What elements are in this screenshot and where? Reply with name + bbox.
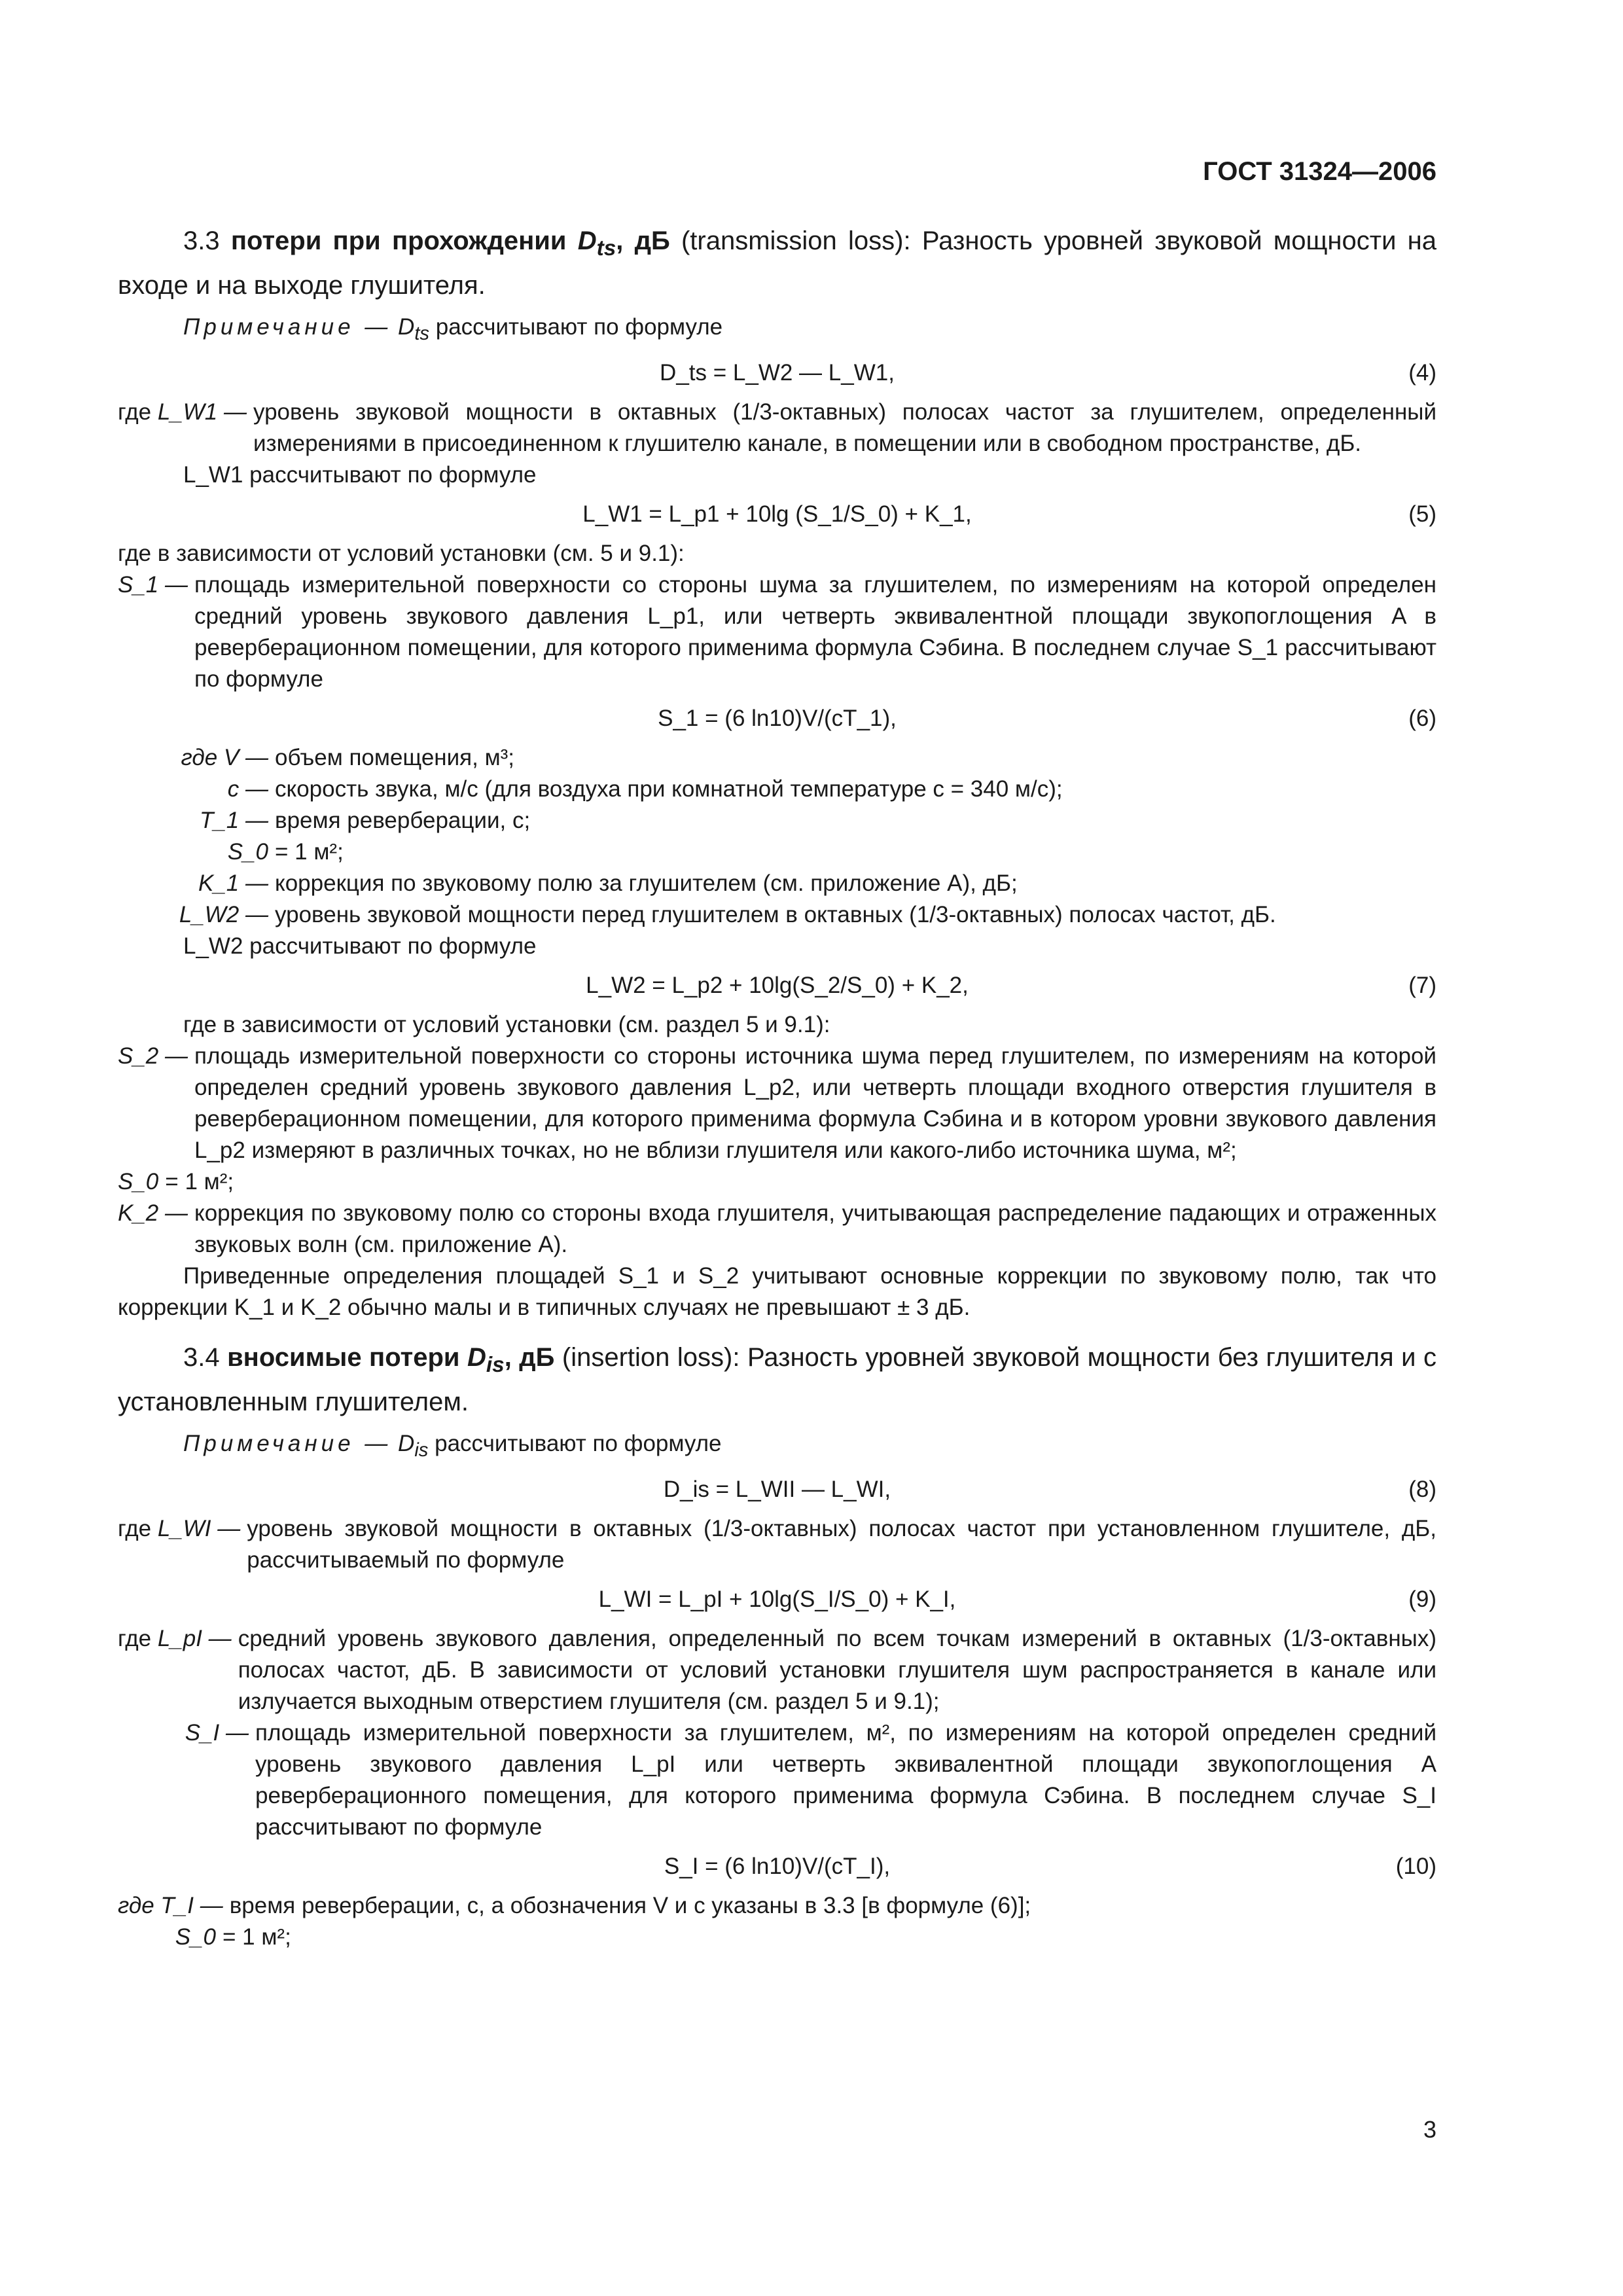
formula-7 [118,962,1436,1009]
term-english: (insertion loss): [562,1343,740,1372]
note-label: Примечание — [183,1431,392,1456]
formula-number: (9) [1408,1587,1436,1612]
corrections-text: Приведенные определения площадей S_1 и S_2 учитывают основные коррекции по звуковому полю, так что коррекции K_1 и K_2 обычно малы и в типичных случаях не превышают ± 3 дБ. [118,1263,1436,1320]
term-unit: , дБ [616,226,670,255]
term-english: (transmission loss): [681,226,911,255]
def-lead: где [118,1516,152,1541]
definition-s2 [118,1041,1436,1166]
def-symbol: L_W2 — [179,902,268,927]
formula-expression: L_W2 = L_p2 + 10lg(S_2/S_0) + K_2, [586,973,969,998]
document-id: ГОСТ 31324—2006 [1203,157,1436,186]
formula-9 [118,1576,1436,1623]
formula-number: (6) [1408,706,1436,731]
def-symbol: K_1 — [198,870,268,896]
formula-expression: S_I = (6 ln10)V/(cT_I), [664,1854,891,1879]
formula-expression: L_WI = L_pI + 10lg(S_I/S_0) + K_I, [598,1587,956,1612]
def-text: время реверберации, с, а обозначения V и c указаны в 3.3 [в формуле (6)]; [229,1893,1031,1918]
definition-lw1 [118,397,1436,459]
section-number: 3.3 [183,226,220,255]
term-unit: , дБ [504,1343,555,1372]
formula-number: (5) [1408,501,1436,527]
definition-c [118,774,1436,805]
def-text: = 1 м²; [275,839,344,865]
definition-t1 [118,805,1436,836]
def-symbol: K_2 — [118,1200,188,1226]
definition-v [118,742,1436,774]
formula-5 [118,491,1436,538]
def-symbol: где T_I — [118,1893,223,1918]
term-definition: Разность уровней звуковой мощности на входе и на выходе глушителя. [118,226,1436,300]
note-label: Примечание — [183,314,392,340]
def-text: площадь измерительной поверхности со стороны источника шума перед глушителем, по измерениям на которой определен средний уровень звукового давления L_p2, или четверть площади входного отверстия глушителя в реверберационном помещении, для которого применима формула Сэбина и в котором уровни звукового давления L_p2 измеряют в различных точках, но не вблизи глушителя или какого-либо источника шума, м²; [194,1043,1436,1163]
def-text: коррекция по звуковому полю со стороны входа глушителя, учитывающая распределение падающих и отраженных звуковых волн (см. приложение А). [194,1200,1436,1257]
formula-number: (7) [1408,973,1436,998]
note-text: рассчитывают по формуле [435,314,723,340]
definition-si [118,1717,1436,1843]
term-symbol: D [577,226,597,255]
def-text: объем помещения, м³; [275,745,515,770]
note-2 [183,1428,1436,1466]
def-text: скорость звука, м/с (для воздуха при комнатной температуре c = 340 м/с); [275,776,1063,802]
conditions-2: где в зависимости от условий установки (см. раздел 5 и 9.1): [183,1012,830,1037]
def-symbol: S_1 — [118,572,188,598]
formula-number: (10) [1395,1854,1436,1879]
def-text: = 1 м²; [165,1169,234,1194]
formula-expression: D_is = L_WII — L_WI, [663,1477,891,1502]
definition-k2 [118,1198,1436,1261]
formula-expression: D_ts = L_W2 — L_W1, [660,360,895,386]
def-symbol: S_0 [118,1169,159,1194]
section-3-4 [118,1339,1436,1420]
definition-lw2 [118,899,1436,931]
definition-s1 [118,569,1436,695]
def-text: площадь измерительной поверхности за глушителем, м², по измерениям на которой определен средний уровень звукового давления L_pI или четверть эквивалентной площади звукопоглощения A реверберационного помещения, для которого применима формула Сэбина. В последнем случае S_I рассчитывают по формуле [255,1720,1436,1840]
section-3-3 [118,223,1436,304]
definition-s0-a [118,1166,1436,1198]
definition-s0 [118,836,1436,868]
def-symbol: c — [227,776,268,802]
formula-number: (4) [1408,360,1436,386]
def-symbol: T_1 — [199,808,268,833]
definition-s0-b [118,1922,1436,1953]
note-1 [183,312,1436,350]
lw1-calc: L_W1 рассчитывают по формуле [183,462,537,488]
definition-k1 [118,868,1436,899]
definition-lpi [118,1623,1436,1717]
formula-8 [118,1466,1436,1513]
term-title: вносимые потери [227,1343,460,1372]
note-symbol-sub: ts [414,323,429,344]
formula-expression: S_1 = (6 ln10)V/(cT_1), [658,706,897,731]
def-text: = 1 м²; [223,1924,291,1950]
term-definition: Разность уровней звуковой мощности без глушителя и с установленным глушителем. [118,1343,1436,1416]
page-number: 3 [1423,2116,1436,2143]
def-text: уровень звуковой мощности перед глушителем в октавных (1/3-октавных) полосах частот, дБ. [275,902,1276,927]
definition-lwi [118,1513,1436,1576]
note-symbol: D [398,1431,415,1456]
def-symbol: S_0 [175,1924,216,1950]
def-symbol: S_I — [185,1720,249,1746]
section-number: 3.4 [183,1343,220,1372]
def-text: время реверберации, с; [275,808,531,833]
note-symbol-sub: is [414,1440,429,1461]
def-text: коррекция по звуковому полю за глушителем (см. приложение А), дБ; [275,870,1018,896]
def-text: уровень звуковой мощности в октавных (1/3-октавных) полосах частот за глушителем, определенный измерениями в присоединенном к глушителю канале, в помещении или в свободном пространстве, дБ. [253,399,1436,456]
page-content [118,223,1436,1953]
def-lead: где [118,399,152,425]
note-text: рассчитывают по формуле [435,1431,722,1456]
term-symbol-sub: is [486,1353,505,1377]
formula-6 [118,695,1436,742]
term-symbol: D [467,1343,486,1372]
def-symbol: L_W1 — [157,399,247,425]
term-symbol-sub: ts [596,236,616,260]
note-symbol: D [398,314,415,340]
term-title: потери при прохождении [230,226,567,255]
def-symbol: S_2 — [118,1043,188,1069]
formula-4 [118,350,1436,397]
lw2-calc: L_W2 рассчитывают по формуле [183,933,537,959]
conditions-1: где в зависимости от условий установки (см. 5 и 9.1): [118,541,685,566]
def-lead: где [118,1626,152,1651]
formula-10 [118,1843,1436,1890]
def-symbol: L_WI — [157,1516,241,1541]
definition-ti [118,1890,1436,1922]
def-symbol: L_pI — [157,1626,232,1651]
def-symbol: где V — [181,745,268,770]
def-text: площадь измерительной поверхности со стороны шума за глушителем, по измерениям на которой определен средний уровень звукового давления L_p1, или четверть эквивалентной площади звукопоглощения A в реверберационном помещении, для которого применима формула Сэбина. В последнем случае S_1 рассчитывают по формуле [194,572,1436,692]
formula-number: (8) [1408,1477,1436,1502]
def-symbol: S_0 [227,839,268,865]
def-text: уровень звуковой мощности в октавных (1/3-октавных) полосах частот при установленном глушителе, дБ, рассчитываемый по формуле [247,1516,1436,1573]
formula-expression: L_W1 = L_p1 + 10lg (S_1/S_0) + K_1, [582,501,972,527]
def-text: средний уровень звукового давления, определенный по всем точкам измерений в октавных (1/3-октавных) полосах частот, дБ. В зависимости от условий установки глушителя шум распространяется в канале или излучается выходным отверстием глушителя (см. раздел 5 и 9.1); [238,1626,1436,1714]
